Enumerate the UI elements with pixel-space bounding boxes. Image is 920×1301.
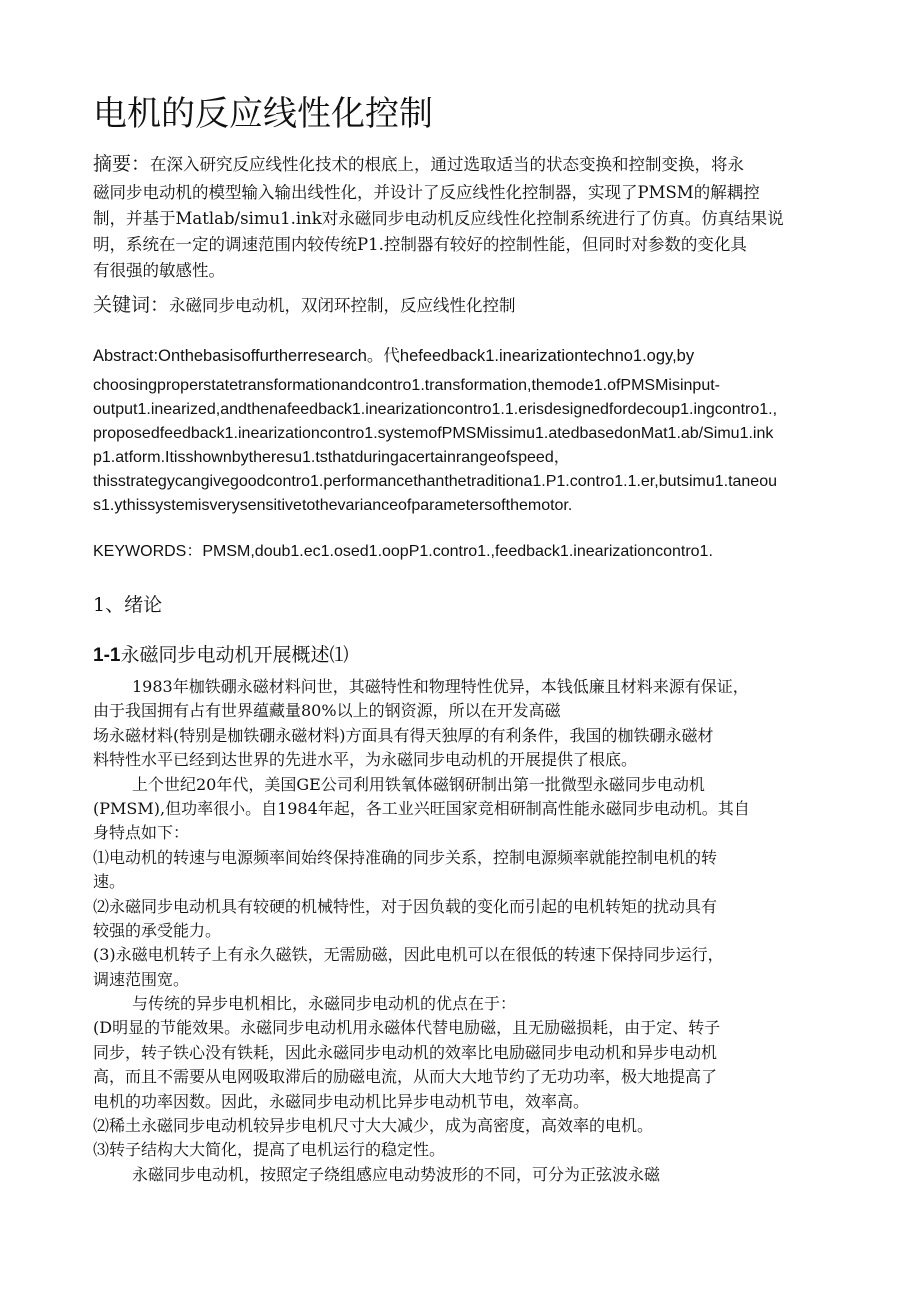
subsection-heading (93, 640, 348, 671)
abstract-line (93, 148, 833, 180)
abstract-line: 制，并基于Matlab/simu1.ink对永磁同步电动机反应线性化控制系统进行了仿真。仿真结果说 (93, 209, 784, 228)
body-line: 调速范围宽。 (93, 969, 190, 989)
abstract-en-line: choosingproperstatetransformationandcontro1.transformation,themode1.ofPMSMisinput- (93, 377, 720, 394)
abstract-chinese (93, 148, 833, 284)
body-line: ⑵永磁同步电动机具有较硬的机械特性，对于因负载的变化而引起的电机转矩的扰动具有 (93, 896, 718, 916)
body-text (93, 675, 833, 1187)
body-line: 场永磁材料(特别是枷铁硼永磁材料)方面具有得天独厚的有利条件，我国的枷铁硼永磁材 (93, 725, 714, 745)
body-line: ⑵稀土永磁同步电动机较异步电机尺寸大大减少，成为高密度，高效率的电机。 (93, 1116, 654, 1136)
abstract-label: 摘要： (93, 153, 151, 175)
abstract-en-line: Abstract:Onthebasisoffurtherresearch。代hefeedback1.inearizationtechno1.ogy,by (93, 347, 695, 365)
body-line: 上个世纪20年代，美国GE公司利用铁氧体磁钢研制出第一批微型永磁同步电动机 (132, 774, 705, 794)
body-line: 较强的承受能力。 (93, 920, 222, 940)
abstract-english (93, 342, 828, 518)
body-line: 电机的功率因数。因此，永磁同步电动机比异步电动机节电，效率高。 (93, 1091, 590, 1111)
body-line: 料特性水平已经到达世界的先进水平，为永磁同步电动机的开展提供了根底。 (93, 750, 638, 770)
keywords-english: KEYWORDS：PMSM,doub1.ec1.osed1.oopP1.contro1.,feedback1.inearizationcontro1. (93, 543, 713, 560)
body-line: 高，而且不需要从电网吸取滞后的励磁电流，从而大大地节约了无功功率，极大地提高了 (93, 1067, 718, 1087)
body-line: 由于我国拥有占有世界蕴藏量80%以上的钢资源，所以在开发高磁 (93, 701, 561, 721)
keywords-chinese (93, 290, 516, 321)
body-line: 速。 (93, 872, 126, 892)
body-line: 1983年枷铁硼永磁材料问世，其磁特性和物理特性优异，本钱低廉且材料来源有保证， (132, 677, 749, 696)
body-line: ⑶转子结构大大简化，提高了电机运行的稳定性。 (93, 1140, 446, 1160)
body-line: (PMSM),但功率很小。自1984年起，各工业兴旺国家竞相研制高性能永磁同步电动机。其自 (93, 798, 750, 818)
abstract-line: 有很强的敏感性。 (93, 261, 225, 280)
body-line: 与传统的异步电机相比，永磁同步电动机的优点在于： (132, 994, 517, 1014)
subsection-title: 永磁同步电动机开展概述⑴ (120, 644, 349, 666)
abstract-en-line: s1.ythissystemisverysensitivetothevarianceofparametersofthemotor. (93, 497, 573, 514)
body-line: 同步，转子铁心没有铁耗，因此永磁同步电动机的效率比电励磁同步电动机和异步电动机 (93, 1042, 718, 1062)
keywords-label: 关键词： (93, 294, 170, 316)
abstract-en-line: thisstrategycangivegoodcontro1.performancethanthetraditiona1.P1.contro1.1.er,butsimu1.taneou (93, 473, 777, 490)
keywords-text: 永磁同步电动机，双闭环控制，反应线性化控制 (169, 296, 516, 315)
abstract-text: 在深入研究反应线性化技术的根底上，通过选取适当的状态变换和控制变换，将永 (150, 155, 745, 174)
body-line: ⑴电动机的转速与电源频率间始终保持准确的同步关系，控制电源频率就能控制电机的转 (93, 847, 718, 867)
abstract-line: 磁同步电动机的模型输入输出线性化，并设计了反应线性化控制器，实现了PMSM的解耦控 (93, 183, 760, 202)
body-line: (3)永磁电机转子上有永久磁铁，无需励磁，因此电机可以在很低的转速下保持同步运行， (93, 945, 724, 965)
section-heading: 1、绪论 (93, 594, 163, 616)
page-title: 电机的反应线性化控制 (93, 94, 433, 134)
subsection-number: 1-1 (93, 645, 121, 666)
abstract-en-line: output1.inearized,andthenafeedback1.inearizationcontro1.1.erisdesignedfordecoup1.ingcontro1., (93, 401, 778, 418)
abstract-line: 明，系统在一定的调速范围内较传统P1.控制器有较好的控制性能，但同时对参数的变化具 (93, 235, 747, 254)
body-line: 身特点如下： (93, 823, 190, 843)
body-line: (D明显的节能效果。永磁同步电动机用永磁体代替电励磁，且无励磁损耗，由于定、转子 (93, 1018, 721, 1038)
abstract-en-line: p1.atform.Itisshownbytheresu1.tsthatduringacertainrangeofspeed， (93, 449, 570, 466)
body-line: 永磁同步电动机，按照定子绕组感应电动势波形的不同，可分为正弦波永磁 (132, 1164, 661, 1184)
abstract-en-line: proposedfeedback1.inearizationcontro1.systemofPMSMissimu1.atedbasedonMat1.ab/Simu1.ink (93, 425, 774, 442)
